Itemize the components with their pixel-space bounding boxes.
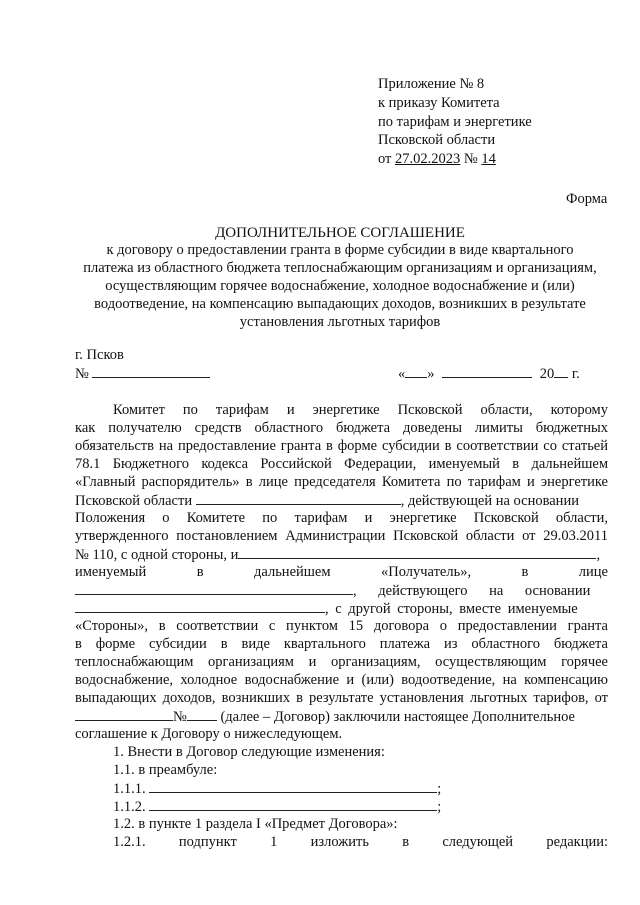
appendix-region: Псковской области — [378, 132, 496, 148]
body-line-9-end: , — [596, 547, 601, 563]
body-line-8: утвержденного постановлением Администрации Псковской области от 29.03.2011 — [75, 528, 608, 544]
body-line-18-end: (далее – Договор) заключили настоящее Дополнительное — [220, 709, 575, 725]
body-line-12-end: , с другой стороны, вместе именуемые — [325, 601, 578, 617]
contract-number-blank — [187, 707, 217, 721]
body-line-11-end: , действующего на основании — [353, 583, 591, 599]
appendix-committee: по тарифам и энергетике — [378, 114, 532, 130]
month-blank — [442, 364, 532, 378]
body-line-13: «Стороны», в соответствии с пунктом 15 договора о предоставлении гранта — [75, 618, 608, 634]
body-line-5: «Главный распорядитель» в лице председателя Комитета по тарифам и энергетике — [75, 474, 608, 490]
contract-date-blank — [75, 707, 173, 721]
basis-blank — [75, 599, 325, 613]
year-suffix: г. — [568, 366, 580, 382]
appendix-date: 27.02.2023 — [395, 151, 461, 167]
item-1-2-1: 1.2.1. подпункт 1 изложить в следующей редакции: — [113, 834, 608, 850]
appendix-date-line — [378, 150, 496, 168]
body-line-12 — [75, 599, 578, 618]
body-line-10: именуемый в дальнейшем «Получатель», в лице — [75, 564, 608, 580]
number-sign: № — [75, 366, 89, 382]
item-1-2: 1.2. в пункте 1 раздела I «Предмет Договора»: — [113, 816, 398, 832]
item-1-1-2-blank — [149, 797, 437, 811]
document-title: ДОПОЛНИТЕЛЬНОЕ СОГЛАШЕНИЕ — [215, 225, 465, 241]
title-line-4: водоотведение, на компенсацию выпадающих доходов, возникших в результате — [94, 296, 586, 312]
body-line-6 — [75, 491, 579, 510]
title-line-3: осуществляющим горячее водоснабжение, холодное водоснабжение и (или) — [105, 278, 575, 294]
item-1-1-1-number: 1.1.1. — [113, 781, 146, 797]
place-label: г. Псков — [75, 347, 124, 363]
body-line-7: Положения о Комитете по тарифам и энергетике Псковской области, — [75, 510, 608, 526]
item-1-1-2-semicolon: ; — [437, 799, 442, 815]
item-1-1-1 — [113, 779, 441, 798]
item-1: 1. Внести в Договор следующие изменения: — [113, 744, 385, 760]
title-line-2: платежа из областного бюджета теплоснабжающим организациям и организациям, — [83, 260, 597, 276]
body-line-6-start: Псковской области — [75, 493, 193, 509]
body-line-4: 78.1 Бюджетного кодекса Российской Федерации, именуемый в дальнейшем — [75, 456, 608, 472]
body-line-3: обязательств на предоставление гранта в форме субсидии в соответствии со статьей — [75, 438, 608, 454]
item-1-1-1-semicolon: ; — [437, 781, 442, 797]
date-line — [398, 364, 580, 383]
appendix-order-number: 14 — [481, 151, 496, 167]
body-line-11 — [75, 581, 608, 600]
item-1-1: 1.1. в преамбуле: — [113, 762, 218, 778]
body-line-9 — [75, 545, 600, 564]
body-line-1: Комитет по тарифам и энергетике Псковской области, которому — [113, 402, 608, 418]
number-prefix: № — [460, 151, 482, 167]
quote-close: » — [427, 366, 435, 382]
title-line-5: установления льготных тарифов — [239, 314, 441, 330]
date-prefix: от — [378, 151, 396, 167]
item-1-1-2 — [113, 797, 441, 816]
appendix-number: Приложение № 8 — [378, 76, 485, 92]
number-line — [75, 364, 210, 383]
body-line-15: теплоснабжающим организациям и организациям, осуществляющим горячее — [75, 654, 608, 670]
contract-number-sign: № — [173, 709, 187, 725]
day-blank — [405, 364, 427, 378]
quote-open: « — [398, 366, 406, 382]
item-1-1-2-number: 1.1.2. — [113, 799, 146, 815]
body-line-14: в форме субсидии в виде квартального платежа из областного бюджета — [75, 636, 608, 652]
number-blank — [92, 364, 210, 378]
body-line-17: выпадающих доходов, возникших в результате установления льготных тарифов, от — [75, 690, 608, 706]
body-line-16: водоснабжение, холодное водоснабжение и (или) водоотведение, на компенсацию — [75, 672, 608, 688]
body-line-19: соглашение к Договору о нижеследующем. — [75, 726, 343, 742]
chairman-name-blank — [196, 491, 401, 505]
body-line-2: как получателю средств областного бюджета доведены лимиты бюджетных — [75, 420, 608, 436]
appendix-order: к приказу Комитета — [378, 95, 500, 111]
year-blank — [554, 364, 568, 378]
body-line-18 — [75, 707, 575, 726]
body-line-6-end: , действующей на основании — [400, 493, 579, 509]
recipient-name-blank — [238, 545, 596, 559]
form-label: Форма — [566, 191, 608, 207]
representative-blank — [75, 581, 353, 595]
item-1-1-1-blank — [149, 779, 437, 793]
body-line-9-start: № 110, с одной стороны, и — [75, 547, 239, 563]
year-prefix: 20 — [539, 366, 555, 382]
title-line-1: к договору о предоставлении гранта в форме субсидии в виде квартального — [106, 242, 574, 258]
